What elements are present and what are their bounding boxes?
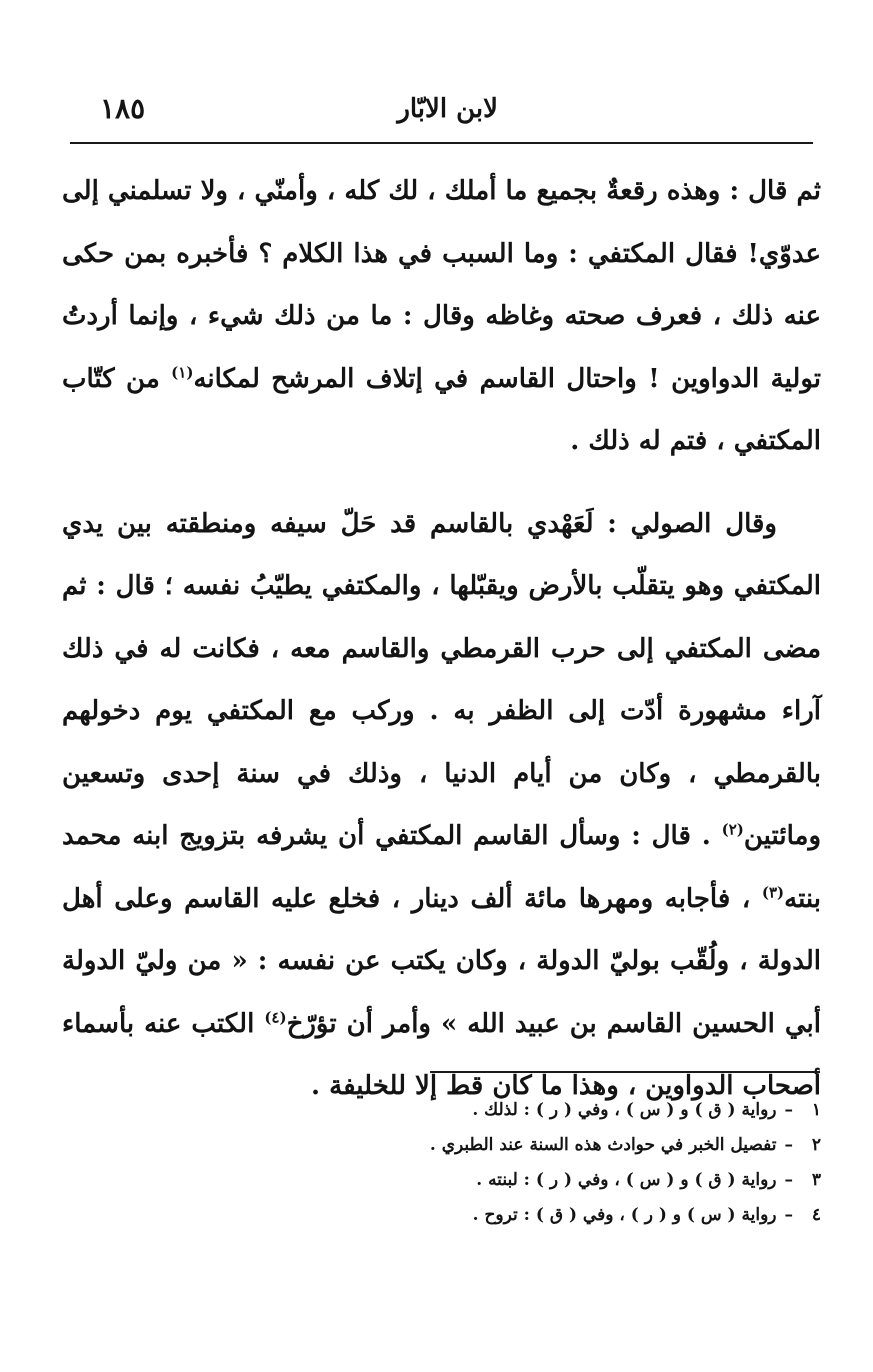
running-title: لابن الابّار — [397, 94, 498, 124]
page-header — [70, 90, 813, 134]
footnote-2: ٢–تفصيل الخبر في حوادث هذه السنة عند الطبري . — [300, 1128, 821, 1163]
footnote-1: ١–رواية ( ق ) و ( س ) ، وفي ( ر ) : لذلك . — [300, 1093, 821, 1128]
footnote-ref-1: (١) — [171, 362, 194, 381]
footnote-number: ١ — [811, 1100, 821, 1120]
footnote-text: رواية ( ق ) و ( س ) ، وفي ( ر ) : لذلك . — [472, 1100, 777, 1120]
footnote-number: ٣ — [811, 1170, 821, 1190]
footnote-ref-4: (٤) — [264, 1007, 287, 1026]
paragraph-2-text-d: الكتب عنه بأسماء أصحاب الدواوين ، وهذا ما كان قط إلا للخليفة . — [62, 1008, 821, 1101]
footnote-rule — [430, 1071, 818, 1073]
footnote-ref-3: (٣) — [761, 882, 785, 901]
footnote-number: ٢ — [811, 1135, 821, 1155]
header-rule — [70, 142, 813, 144]
footnote-4: ٤–رواية ( س ) و ( ر ) ، وفي ( ق ) : تروح . — [300, 1198, 821, 1233]
paragraph-1 — [62, 160, 821, 473]
footnotes — [300, 1093, 821, 1233]
footnote-text: رواية ( س ) و ( ر ) ، وفي ( ق ) : تروح . — [472, 1205, 777, 1225]
main-text — [62, 160, 821, 1118]
paragraph-1-text-a: ثم قال : وهذه رقعةٌ بجميع ما أملك ، لك كله ، وأمنّي ، ولا تسلمني إلى عدوّي! فقال المكتفي : وما السبب في هذا الكلام ؟ فأخبره بمن حكى عنه ذلك ، فعرف صحته وغاظه وقال : ما من ذلك شيء ، وإنما أردتُ تولية الدواوين ! واحتال القاسم في إتلاف المرشح لمكانه — [62, 176, 822, 394]
footnote-number: ٤ — [811, 1205, 821, 1225]
footnote-text: تفصيل الخبر في حوادث هذه السنة عند الطبري . — [429, 1135, 777, 1155]
paragraph-1-text-b: من كتّاب المكتفي ، فتم له ذلك . — [62, 363, 821, 456]
footnote-text: رواية ( ق ) و ( س ) ، وفي ( ر ) : لبنته . — [476, 1170, 777, 1190]
paragraph-2-text-b: . قال : وسأل القاسم المكتفي أن يشرفه بتزويج ابنه محمد بنته — [62, 821, 821, 914]
paragraph-2-text-a: وقال الصولي : لَعَهْدي بالقاسم قد حَلّ سيفه ومنطقته بين يدي المكتفي وهو يتقلّب بالأرض ويقبّلها ، والمكتفي يطيّبُ نفسه ؛ قال : ثم مضى المكتفي إلى حرب القرمطي والقاسم معه ، فكانت له في ذلك آراء مشهورة أدّت إلى الظفر به . وركب مع المكتفي يوم دخولهم بالقرمطي ، وكان من أيام الدنيا ، وذلك في سنة إحدى وتسعين ومائتين — [62, 508, 821, 851]
paragraph-2-text-c: ، فأجابه ومهرها مائة ألف دينار ، فخلع عليه القاسم وعلى أهل الدولة ، ولُقّب بوليّ الدولة ، وكان يكتب عن نفسه : « من وليّ الدولة أبي الحسين القاسم بن عبيد الله » وأمر أن تؤرّخ — [62, 883, 821, 1039]
footnote-ref-2: (٢) — [721, 820, 744, 839]
paragraph-2 — [62, 493, 821, 1118]
page-number: ١٨٥ — [100, 92, 146, 125]
footnote-3: ٣–رواية ( ق ) و ( س ) ، وفي ( ر ) : لبنته . — [300, 1163, 821, 1198]
